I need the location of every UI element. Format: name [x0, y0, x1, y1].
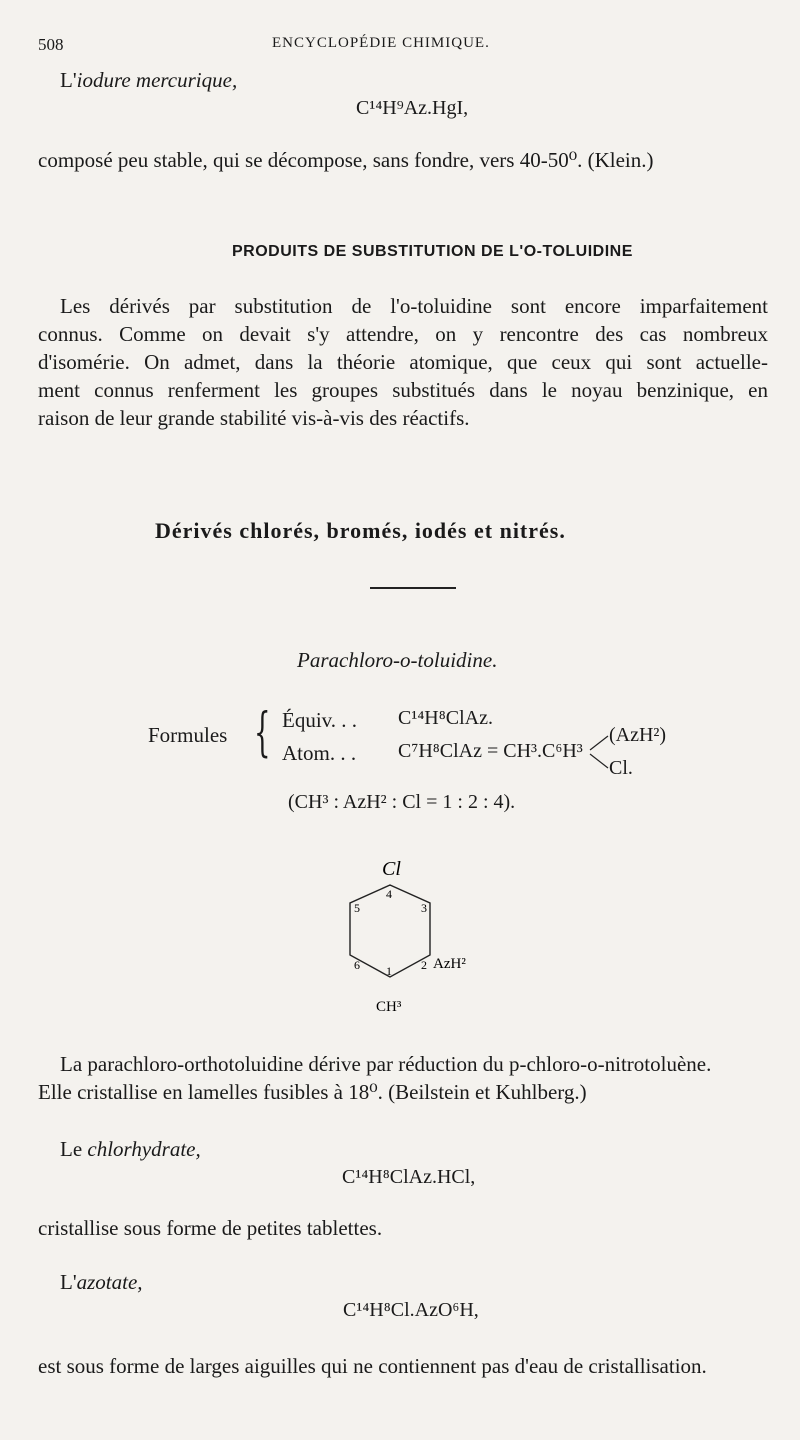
iodure-label: L'iodure mercurique, [60, 68, 238, 92]
ring-right-substituent: AzH² [433, 956, 466, 972]
description-line: Elle cristallise en lamelles fusibles à 18⁰. (Beilstein et Kuhlberg.) [38, 1080, 587, 1104]
divider-rule [370, 587, 456, 589]
benzene-ring-diagram [320, 845, 500, 1025]
equiv-label: Équiv. . . [282, 708, 358, 732]
page-number: 508 [38, 35, 64, 54]
section-title: PRODUITS DE SUBSTITUTION DE L'O-TOLUIDINE [232, 243, 633, 260]
ring-top-substituent: Cl [382, 858, 401, 880]
substitution-ratio: (CH³ : AzH² : Cl = 1 : 2 : 4). [288, 791, 516, 813]
azotate-label: L'azotate, [60, 1270, 143, 1294]
iodure-formula: C¹⁴H⁹Az.HgI, [356, 97, 469, 119]
azotate-description: est sous forme de larges aiguilles qui ne contiennent pas d'eau de cristallisation. [38, 1354, 707, 1378]
atom-branch-top: (AzH²) [609, 724, 667, 746]
atom-branch-bottom: Cl. [609, 757, 633, 779]
azotate-formula: C¹⁴H⁸Cl.AzO⁶H, [343, 1299, 479, 1321]
chlorhydrate-formula: C¹⁴H⁸ClAz.HCl, [342, 1166, 476, 1188]
ring-position-4: 4 [386, 887, 392, 901]
ring-position-3: 3 [421, 901, 427, 915]
section-paragraph [38, 292, 768, 432]
equiv-formula: C¹⁴H⁸ClAz. [398, 707, 493, 729]
paragraph-line: d'isomérie. On admet, dans la théorie atomique, que ceux qui sont actuelle- [38, 350, 768, 374]
iodure-description: composé peu stable, qui se décompose, sans fondre, vers 40-50⁰. (Klein.) [38, 148, 654, 172]
paragraph-line: raison de leur grande stabilité vis-à-vis des réactifs. [38, 406, 470, 430]
chlorhydrate-description: cristallise sous forme de petites tablettes. [38, 1216, 383, 1240]
atom-label: Atom. . . [282, 741, 357, 765]
ring-position-1: 1 [386, 964, 392, 978]
ring-bottom-substituent: CH³ [376, 999, 402, 1015]
paragraph-line: Les dérivés par substitution de l'o-toluidine sont encore imparfaitement [60, 294, 768, 318]
ring-position-2: 2 [421, 958, 427, 972]
paragraph-line: ment connus renferment les groupes substitués dans le noyau benzinique, en [38, 378, 768, 402]
subsection-title: Dérivés chlorés, bromés, iodés et nitrés. [155, 518, 566, 543]
ring-position-5: 5 [354, 901, 360, 915]
left-brace: { [254, 703, 271, 763]
atom-formula: C⁷H⁸ClAz = CH³.C⁶H³ [398, 740, 583, 762]
running-title: ENCYCLOPÉDIE CHIMIQUE. [272, 35, 490, 51]
chlorhydrate-label: Le chlorhydrate, [60, 1137, 201, 1161]
formules-label: Formules [148, 723, 228, 747]
ring-position-6: 6 [354, 958, 360, 972]
description-line: La parachloro-orthotoluidine dérive par réduction du p-chloro-o-nitrotoluène. [60, 1052, 712, 1076]
compound-name: Parachloro-o-toluidine. [297, 648, 498, 672]
paragraph-line: connus. Comme on devait s'y attendre, on y rencontre des cas nombreux [38, 322, 768, 346]
